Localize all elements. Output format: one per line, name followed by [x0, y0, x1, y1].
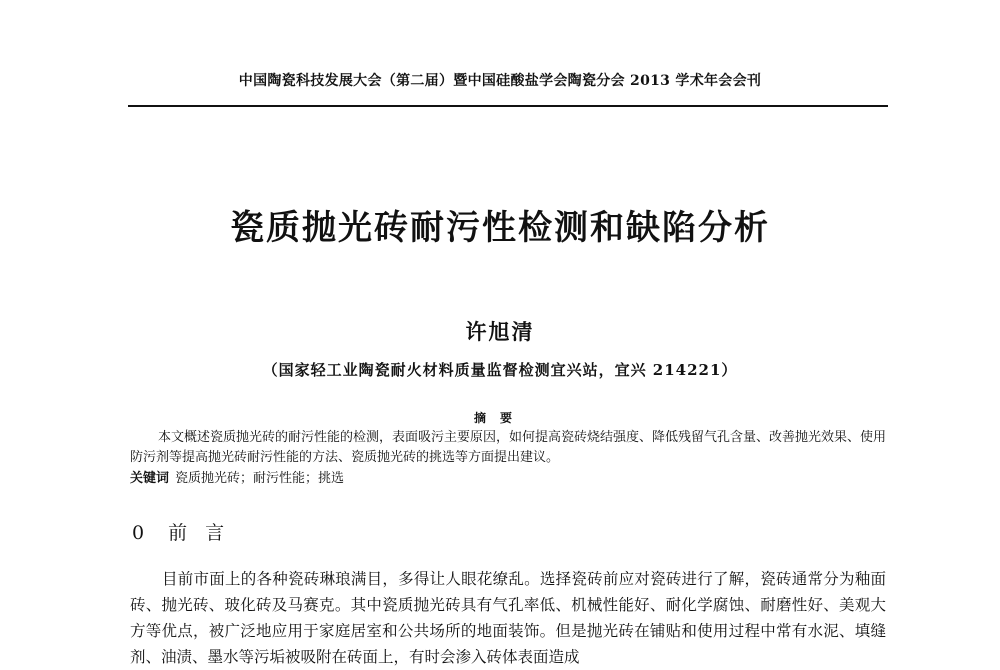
running-head: 中国陶瓷科技发展大会（第二届）暨中国硅酸盐学会陶瓷分会 2013 学术年会会刊 [238, 73, 762, 89]
section-body-text: 目前市面上的各种瓷砖琳琅满目，多得让人眼花缭乱。选择瓷砖前应对瓷砖进行了解，瓷砖通常分为釉面砖、抛光砖、玻化砖及马赛克。其中瓷质抛光砖具有气孔率低、机械性能好、耐化学腐蚀、耐磨性好、美观大方等优点，被广泛地应用于家庭居室和公共场所的地面装饰。但是抛光砖在铺贴和使用过程中常有水泥、填缝剂、油渍、墨水等污垢被吸附在砖面上，有时会渗入砖体表面造成 [130, 570, 886, 666]
section-number: 0 [132, 522, 147, 544]
paper-title: 瓷质抛光砖耐污性检测和缺陷分析 [230, 208, 770, 248]
header-rule [128, 105, 888, 107]
section-heading [132, 518, 242, 545]
keywords-line [130, 470, 886, 488]
abstract-heading: 摘要 [473, 411, 526, 425]
author-name: 许旭清 [465, 320, 535, 344]
keywords-value: 瓷质抛光砖；耐污性能；挑选 [175, 471, 345, 486]
abstract-text: 本文概述瓷质抛光砖的耐污性能的检测，表面吸污主要原因，如何提高瓷砖烧结强度、降低残留气孔含量、改善抛光效果、使用防污剂等提高抛光砖耐污性能的方法、瓷质抛光砖的挑选等方面提出建议。 [130, 430, 887, 465]
author-affiliation: （国家轻工业陶瓷耐火材料质量监督检测宜兴站，宜兴 214221） [262, 361, 738, 379]
section-title: 前言 [168, 522, 243, 544]
keywords-label: 关键词 [130, 471, 170, 486]
